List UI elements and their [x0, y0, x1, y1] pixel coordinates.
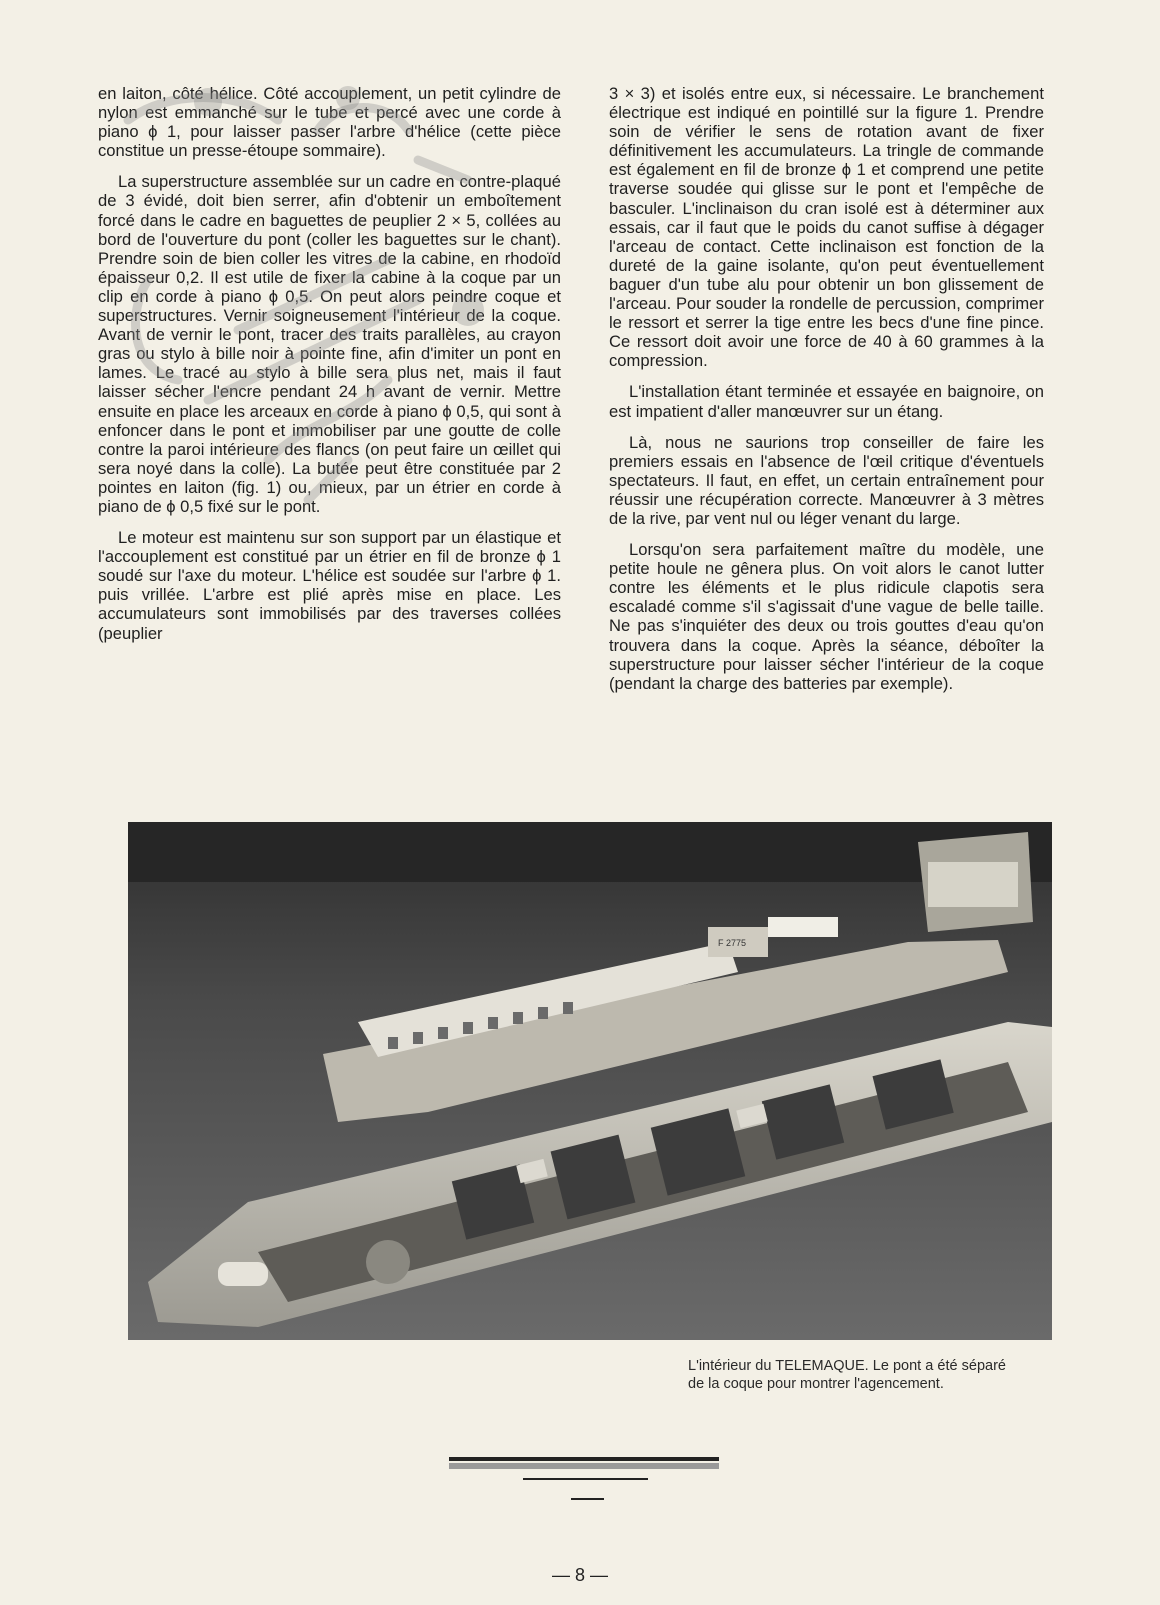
right-text-column — [609, 84, 1044, 705]
left-paragraph-1: en laiton, côté hélice. Côté accouplement, un petit cylindre de nylon est emmanché sur le tube et percé avec une corde à piano ϕ 1, pour laisser passer l'arbre d'hélice (cette pièce constitue un presse-étoupe sommaire). — [98, 84, 561, 161]
hull-marking: F 2775 — [718, 938, 747, 948]
boat-model-photo — [128, 822, 1052, 1340]
divider-rule-top — [449, 1457, 719, 1461]
right-paragraph-2: L'installation étant terminée et essayée en baignoire, on est impatient d'aller manœuvrer sur un étang. — [609, 382, 1044, 421]
right-paragraph-4: Lorsqu'on sera parfaitement maître du modèle, une petite houle ne gênera plus. On voit alors le canot lutter contre les éléments et le plus ridicule clapotis sera escaladé comme s'il s'agissait d'une vague de belle taille. Ne pas s'inquiéter des deux ou trois gouttes d'eau qu'on trouvera dans la coque. Après la séance, déboîter la superstructure pour laisser sécher l'intérieur de la coque (pendant la charge des batteries par exemple). — [609, 540, 1044, 693]
photo-caption: L'intérieur du TELEMAQUE. Le pont a été séparé de la coque pour montrer l'agencement. — [688, 1358, 1006, 1392]
boat-model-illustration — [128, 822, 1052, 1340]
left-text-column — [98, 84, 561, 655]
divider-rule-middle — [523, 1478, 648, 1480]
right-paragraph-1: 3 × 3) et isolés entre eux, si nécessaire. Le branchement électrique est indiqué en pointillé sur la figure 1. Prendre soin de vérifier le sens de rotation avant de fixer définitivement les accumulateurs. La tringle de commande est également en fil de bronze ϕ 1 et comprend une petite traverse soudée qui glisse sur le pont et l'empêche de basculer. L'inclinaison du cran isolé est à déterminer aux essais, car il faut que le poids du canot suffise à dégager l'arceau de contact. Cette inclinaison est fonction de la dureté de la gaine isolante, qu'on peut éventuellement baguer d'un tube alu pour obtenir un bon glissement de l'arceau. Pour souder la rondelle de percussion, comprimer le ressort et serrer la tige entre les becs d'une fine pince. Ce ressort doit avoir une force de 40 à 60 grammes à la compression. — [609, 84, 1044, 371]
right-paragraph-3: Là, nous ne saurions trop conseiller de faire les premiers essais en l'absence de l'œil critique d'éventuels spectateurs. Il faut, en effet, un certain entraînement pour réussir une récupération correcte. Manœuvrer à 3 mètres de la rive, par vent nul ou léger venant du large. — [609, 432, 1044, 528]
left-paragraph-3: Le moteur est maintenu sur son support par un élastique et l'accouplement est constitué par un étrier en fil de bronze ϕ 1 soudé sur l'axe du moteur. L'hélice est soudée sur l'arbre ϕ 1. puis vrillée. L'arbre est plié après mise en place. Les accumulateurs sont immobilisés par des traverses collées (peuplier — [98, 528, 561, 643]
divider-rule-bottom — [571, 1498, 604, 1500]
divider-rule-shade — [449, 1463, 719, 1469]
left-paragraph-2: La superstructure assemblée sur un cadre en contre-plaqué de 3 évidé, doit bien serrer, afin d'obtenir un emboîtement forcé dans le cadre en baguettes de peuplier 2 × 5, collées au bord de l'ouverture du pont (coller les baguettes sur le chant). Prendre soin de bien coller les vitres de la cabine, en rhodoïd épaisseur 0,2. Il est utile de fixer la cabine à la coque par un clip en corde à piano ϕ 0,5. On peut alors peindre coque et superstructures. Vernir soigneusement l'intérieur de la coque. Avant de vernir le pont, tracer des traits parallèles, au crayon gras ou stylo à bille noir à pointe fine, afin d'imiter un pont en lames. Le tracé au stylo à bille sera plus net, mais il faut laisser sécher l'encre pendant 24 h avant de vernir. Mettre ensuite en place les arceaux en corde à piano ϕ 0,5, qui sont à enfoncer dans le pont et immobiliser par une goutte de colle contre la paroi intérieure des flancs (on peut faire un œillet qui sera noyé dans la colle). La butée peut être constituée par 2 pointes en laiton (fig. 1) ou, mieux, par un étrier en corde à piano de ϕ 0,5 fixé sur le pont. — [98, 172, 561, 516]
page-number: — 8 — — [551, 1565, 608, 1585]
